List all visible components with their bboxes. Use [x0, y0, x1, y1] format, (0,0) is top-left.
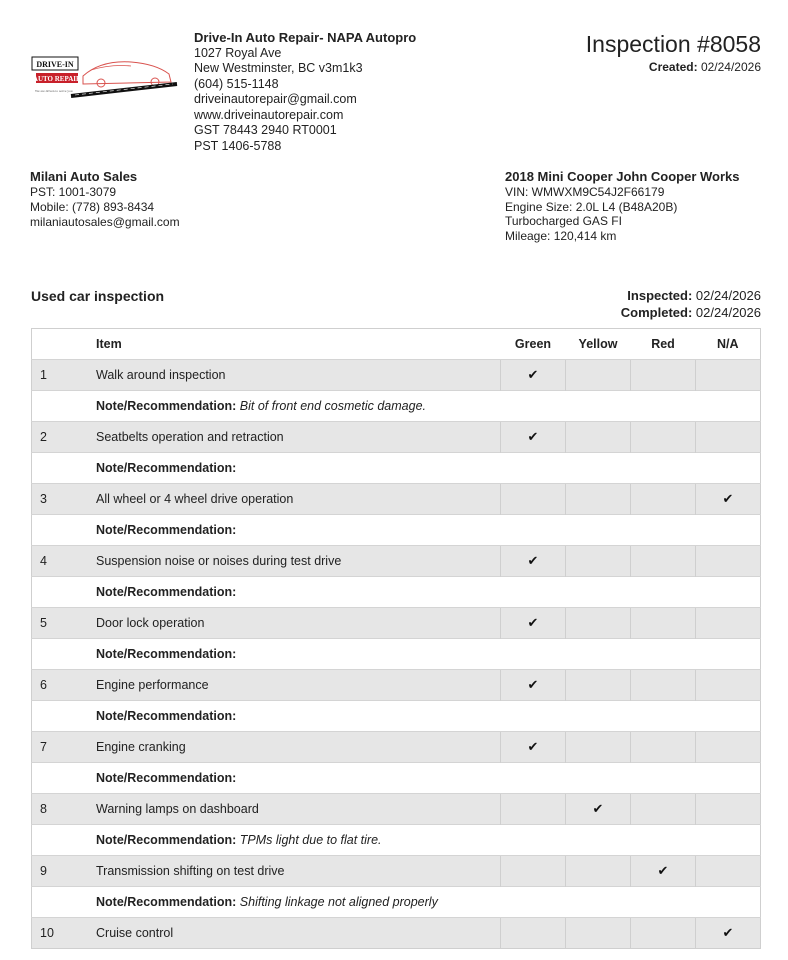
note-spacer [32, 887, 89, 918]
status-cell-na [696, 422, 761, 453]
header-red: Red [651, 337, 675, 351]
row-number: 7 [32, 732, 89, 763]
shop-email: driveinautorepair@gmail.com [194, 92, 357, 106]
status-cell-na [696, 794, 761, 825]
vehicle-info [505, 169, 740, 243]
status-cell-na [696, 918, 761, 949]
status-cell-green [501, 918, 566, 949]
shop-pst: PST 1406-5788 [194, 138, 282, 153]
status-cell-green [501, 794, 566, 825]
row-item-name: Cruise control [88, 918, 501, 949]
status-cell-red [631, 360, 696, 391]
customer-mobile: Mobile: (778) 893-8434 [30, 200, 155, 214]
row-number: 8 [32, 794, 89, 825]
note-spacer [32, 515, 89, 546]
note-spacer [32, 639, 89, 670]
status-cell-red [631, 732, 696, 763]
note-row [32, 391, 761, 422]
vehicle-fuel: Turbocharged GAS FI [505, 214, 622, 228]
status-cell-red [631, 546, 696, 577]
row-item-name: Suspension noise or noises during test drive [88, 546, 501, 577]
header-num [32, 329, 89, 360]
status-cell-yellow [566, 546, 631, 577]
note-row [32, 701, 761, 732]
note-text: Bit of front end cosmetic damage. [239, 399, 426, 413]
table-row [32, 360, 761, 391]
shop-gst: GST 78443 2940 RT0001 [194, 123, 337, 137]
inspection-title: Inspection #8058 [585, 31, 761, 57]
row-item-name: All wheel or 4 wheel drive operation [88, 484, 501, 515]
status-cell-yellow [566, 918, 631, 949]
inspection-table [31, 328, 761, 949]
status-cell-yellow [566, 484, 631, 515]
created-label: Created: [648, 60, 698, 74]
created-date: 02/24/2026 [700, 60, 761, 74]
note-cell [88, 577, 761, 608]
header-item: Item [96, 337, 122, 351]
note-label: Note/Recommendation: [96, 771, 237, 785]
shop-name: Drive-In Auto Repair- NAPA Autopro [194, 30, 417, 45]
status-cell-green [501, 546, 566, 577]
table-row [32, 794, 761, 825]
checkmark-icon: ✔ [722, 925, 734, 940]
status-cell-na [696, 484, 761, 515]
note-row [32, 825, 761, 856]
status-cell-yellow [566, 670, 631, 701]
table-row [32, 856, 761, 887]
note-cell [88, 453, 761, 484]
status-cell-green [501, 484, 566, 515]
checkmark-icon: ✔ [592, 801, 604, 816]
shop-city: New Westminster, BC v3m1k3 [194, 61, 363, 75]
checkmark-icon: ✔ [722, 491, 734, 506]
row-item-name: Warning lamps on dashboard [88, 794, 501, 825]
status-cell-na [696, 732, 761, 763]
note-row [32, 887, 761, 918]
row-number: 1 [32, 360, 89, 391]
note-label: Note/Recommendation: [96, 647, 237, 661]
inspection-dates [621, 287, 761, 321]
checkmark-icon: ✔ [527, 429, 539, 444]
status-cell-red [631, 794, 696, 825]
completed-line [621, 304, 761, 321]
note-row [32, 577, 761, 608]
section-title: Used car inspection [31, 288, 165, 304]
table-row [32, 484, 761, 515]
vehicle-vin: VIN: WMWXM9C54J2F66179 [505, 185, 665, 199]
note-spacer [32, 453, 89, 484]
note-spacer [32, 391, 89, 422]
row-item-name: Engine cranking [88, 732, 501, 763]
note-label: Note/Recommendation: [96, 833, 237, 847]
customer-name: Milani Auto Sales [30, 169, 138, 184]
vehicle-mileage: Mileage: 120,414 km [505, 228, 617, 243]
shop-website: www.driveinautorepair.com [194, 107, 344, 122]
status-cell-yellow [566, 794, 631, 825]
row-number: 4 [32, 546, 89, 577]
row-number: 10 [32, 918, 89, 949]
checkmark-icon: ✔ [527, 553, 539, 568]
note-spacer [32, 577, 89, 608]
row-number: 5 [32, 608, 89, 639]
note-label: Note/Recommendation: [96, 523, 237, 537]
row-item-name: Engine performance [88, 670, 501, 701]
status-cell-yellow [566, 360, 631, 391]
row-number: 6 [32, 670, 89, 701]
note-label: Note/Recommendation: [96, 709, 237, 723]
row-number: 9 [32, 856, 89, 887]
status-cell-na [696, 856, 761, 887]
note-label: Note/Recommendation: [96, 585, 237, 599]
checkmark-icon: ✔ [527, 677, 539, 692]
inspection-created [586, 60, 761, 74]
status-cell-red [631, 422, 696, 453]
header-green: Green [514, 337, 552, 351]
status-cell-yellow [566, 608, 631, 639]
table-row [32, 422, 761, 453]
status-cell-yellow [566, 732, 631, 763]
status-cell-green [501, 670, 566, 701]
note-cell [88, 887, 761, 918]
status-cell-green [501, 732, 566, 763]
status-cell-na [696, 608, 761, 639]
status-cell-red [631, 484, 696, 515]
row-item-name: Walk around inspection [88, 360, 501, 391]
note-spacer [32, 701, 89, 732]
inspected-label: Inspected: [627, 288, 693, 303]
row-number: 3 [32, 484, 89, 515]
note-label: Note/Recommendation: [96, 461, 237, 475]
customer-email: milaniautosales@gmail.com [30, 215, 180, 229]
inspection-header [586, 30, 761, 74]
checkmark-icon: ✔ [527, 367, 539, 382]
checkmark-icon: ✔ [527, 615, 539, 630]
status-cell-green [501, 856, 566, 887]
customer-info [30, 169, 180, 230]
completed-date: 02/24/2026 [695, 305, 761, 320]
note-row [32, 515, 761, 546]
table-row [32, 670, 761, 701]
header-na: N/A [716, 337, 739, 351]
note-row [32, 639, 761, 670]
note-spacer [32, 825, 89, 856]
header-yellow: Yellow [578, 337, 618, 351]
note-cell [88, 825, 761, 856]
status-cell-na [696, 670, 761, 701]
note-cell [88, 701, 761, 732]
note-cell [88, 391, 761, 422]
status-cell-red [631, 918, 696, 949]
note-cell [88, 639, 761, 670]
row-number: 2 [32, 422, 89, 453]
shop-address: 1027 Royal Ave [194, 45, 282, 60]
note-text: TPMs light due to flat tire. [239, 833, 382, 847]
note-cell [88, 763, 761, 794]
vehicle-name: 2018 Mini Cooper John Cooper Works [505, 169, 740, 184]
inspected-date: 02/24/2026 [695, 288, 761, 303]
vehicle-engine: Engine Size: 2.0L L4 (B48A20B) [505, 199, 678, 214]
shop-info [194, 30, 416, 154]
logo-line1: DRIVE-IN [36, 60, 74, 69]
status-cell-na [696, 360, 761, 391]
completed-label: Completed: [620, 305, 693, 320]
table-header-row [32, 329, 761, 360]
logo-line2: AUTO REPAIR [32, 75, 82, 83]
shop-logo [31, 54, 179, 102]
note-text: Shifting linkage not aligned properly [239, 895, 438, 909]
note-row [32, 453, 761, 484]
status-cell-green [501, 608, 566, 639]
row-item-name: Seatbelts operation and retraction [88, 422, 501, 453]
status-cell-green [501, 360, 566, 391]
logo-tagline: We are driven to serve you [35, 89, 73, 93]
note-label: Note/Recommendation: [96, 399, 237, 413]
note-cell [88, 515, 761, 546]
note-spacer [32, 763, 89, 794]
table-row [32, 546, 761, 577]
inspected-line [621, 287, 761, 304]
note-row [32, 763, 761, 794]
customer-pst: PST: 1001-3079 [30, 185, 117, 199]
status-cell-red [631, 608, 696, 639]
checkmark-icon: ✔ [657, 863, 669, 878]
shop-phone: (604) 515-1148 [194, 76, 279, 91]
row-item-name: Transmission shifting on test drive [88, 856, 501, 887]
status-cell-red [631, 670, 696, 701]
note-label: Note/Recommendation: [96, 895, 237, 909]
status-cell-yellow [566, 422, 631, 453]
status-cell-red [631, 856, 696, 887]
status-cell-na [696, 546, 761, 577]
table-row [32, 608, 761, 639]
table-row [32, 918, 761, 949]
row-item-name: Door lock operation [88, 608, 501, 639]
checkmark-icon: ✔ [527, 739, 539, 754]
status-cell-green [501, 422, 566, 453]
table-row [32, 732, 761, 763]
table-body [32, 360, 761, 949]
status-cell-yellow [566, 856, 631, 887]
